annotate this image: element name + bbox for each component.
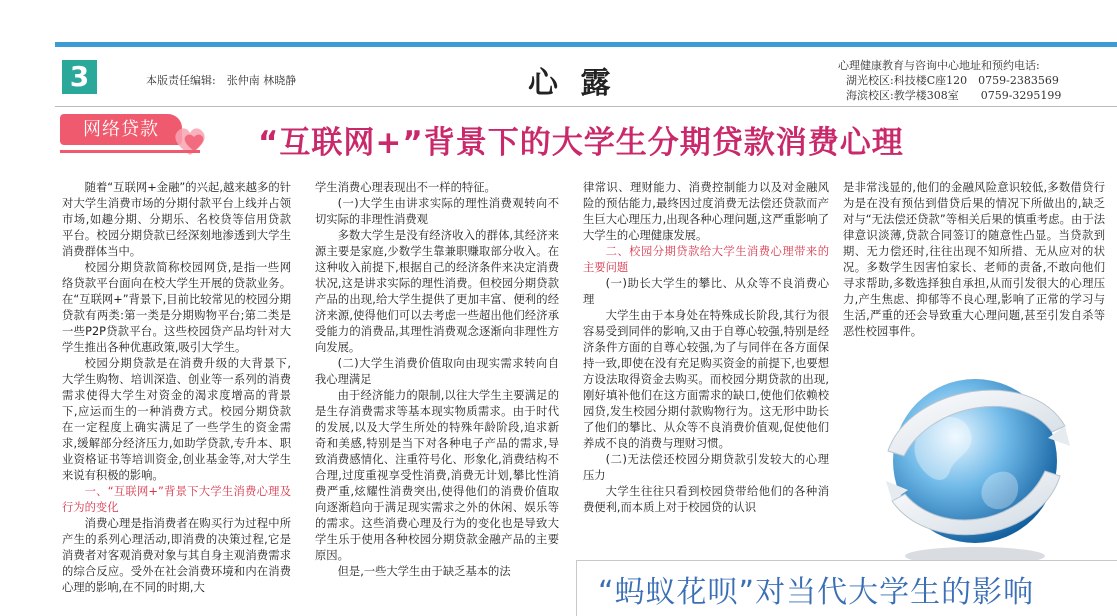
article-headline: “互联网+”背景下的大学生分期贷款消费心理	[258, 125, 904, 161]
paragraph: 校园分期贷款简称校园网贷,是指一些网络贷款平台面向在校大学生开展的贷款业务。在“互联网+”背景下,目前比较常见的校园分期贷款有两类:第一类是分期购物平台;第二类是一些P2P贷款平台。这些校园贷产品均针对大学生推出各种优惠政策,吸引大学生。	[62, 261, 291, 354]
globe-illustration	[870, 356, 1080, 571]
subsection-heading: (二)无法偿还校园分期贷款引发较大的心理压力	[583, 453, 829, 482]
header-divider	[55, 106, 1117, 107]
page-number: 3	[62, 60, 97, 94]
article-column-3	[583, 180, 829, 560]
paragraph: 由于经济能力的限制,以往大学生主要满足的是生存消费需求等基本现实物质需求。由于时代的发展,以及大学生所处的特殊年龄阶段,追求新奇和美感,特别是当下对各种电子产品的需求,导致消费感情化、注重符号化、形象化,消费结构不合理,过度重视享受性消费,消费无计划,攀比性消费严重,炫耀性消费突出,使得他们的消费价值取向逐渐趋向于满足现实需求之外的休闲、娱乐等的需求。这些消费心理及行为的变化也是导致大学生乐于使用各种校园分期贷款金融产品的主要原因。	[315, 389, 559, 562]
section-heading: 二、校园分期贷款给大学生消费心理带来的主要问题	[583, 245, 829, 274]
heart-icon	[170, 121, 210, 161]
paragraph: 是非常浅显的,他们的金融风险意识较低,多数借贷行为是在没有预估到借贷后果的情况下所做出的,缺乏对与“无法偿还贷款”等相关后果的慎重考虑。由于法律意识淡薄,贷款合同签订的随意性凸显。当贷款到期、无力偿还时,往往出现不知所措、无从应对的状况。多数学生因害怕家长、老师的责备,不敢向他们寻求帮助,多数选择独自承担,从而引发很大的心理压力,产生焦虑、抑郁等不良心理,影响了正常的学习与生活,严重的还会导致重大心理问题,甚至引发自杀等恶性校园事件。	[843, 181, 1105, 338]
paragraph: 但是,一些大学生由于缺乏基本的法	[337, 565, 511, 578]
category-tag: 网络贷款	[60, 114, 182, 145]
article-column-2	[315, 180, 559, 616]
contact-row-huguang: 湖光校区:科技楼C座120 0759-2383569	[846, 74, 1059, 87]
paragraph: 多数大学生是没有经济收入的群体,其经济来源主要是家庭,少数学生靠兼职赚取部分收入。在这种收入前提下,根据自己的经济条件来决定消费状况,这是讲求实际的理性消费。但校园分期贷款产品的出现,给大学生提供了更加丰富、便利的经济来源,使得他们可以去考虑一些超出他们经济承受能力的消费品,其理性消费观念逐渐向非理性方向发展。	[315, 229, 559, 354]
top-accent-bar	[55, 42, 1117, 47]
section-title: 心 露	[528, 66, 617, 101]
paragraph: 大学生由于本身处在特殊成长阶段,其行为很容易受到同伴的影响,又由于自尊心较强,特别是经济条件方面的自尊心较强,为了与同伴在各方面保持一致,即使在没有充足购买资金的前提下,也要想方设法取得资金去购买。而校园分期贷款的出现,刚好填补他们在这方面需求的缺口,使他们依赖校园贷,发生校园分期付款购物行为。这无形中助长了他们的攀比、从众等不良消费价值观,促使他们养成不良的消费与理财习惯。	[583, 309, 829, 450]
subsection-heading: (一)助长大学生的攀比、从众等不良消费心理	[583, 277, 829, 306]
article-column-1	[62, 180, 291, 616]
contact-info	[838, 58, 1117, 103]
contact-title: 心理健康教育与咨询中心地址和预约电话:	[838, 59, 1040, 72]
subsection-heading: (一)大学生由讲求实际的理性消费观转向不切实际的非理性消费观	[315, 197, 559, 226]
paragraph: 学生消费心理表现出不一样的特征。	[315, 181, 496, 194]
next-article-headline: “蚂蚁花呗”对当代大学生的影响	[598, 575, 1035, 610]
section-heading: 一、“互联网+”背景下大学生消费心理及行为的变化	[62, 485, 291, 514]
paragraph: 校园分期贷款是在消费升级的大背景下,大学生购物、培训深造、创业等一系列的消费需求使得大学生对资金的渴求度增高的背景下,应运而生的一种消费方式。校园分期贷款在一定程度上确实满足了一些学生的资金需求,缓解部分经济压力,如助学贷款,专升本、职业资格证书等培训资金,创业基金等,对大学生来说有积极的影响。	[62, 357, 291, 482]
contact-row-haibin: 海滨校区:教学楼308室 0759-3295199	[846, 89, 1062, 102]
editors-credit: 本版责任编辑: 张仲南 林晓静	[146, 74, 297, 87]
paragraph: 随着“互联网+金融”的兴起,越来越多的针对大学生消费市场的分期付款平台上线并占领市场,如趣分期、分期乐、名校贷等信用贷款平台。校园分期贷款已经深刻地渗透到大学生消费群体当中。	[62, 181, 291, 258]
article-column-4	[843, 180, 1105, 380]
subsection-heading: (二)大学生消费价值取向由现实需求转向自我心理满足	[315, 357, 559, 386]
paragraph: 律常识、理财能力、消费控制能力以及对金融风险的预估能力,最终因过度消费无法偿还贷款而产生巨大心理压力,出现各种心理问题,这严重影响了大学生的心理健康发展。	[583, 181, 829, 242]
paragraph: 大学生往往只看到校园贷带给他们的各种消费便利,而本质上对于校园贷的认识	[583, 485, 829, 514]
tag-underline	[60, 150, 200, 153]
paragraph: 消费心理是指消费者在购买行为过程中所产生的系列心理活动,即消费的决策过程,它是消费者对客观消费对象与其自身主观消费需求的综合反应。受外在社会消费环境和内在消费心理的影响,在不同的时期,大	[62, 517, 291, 594]
